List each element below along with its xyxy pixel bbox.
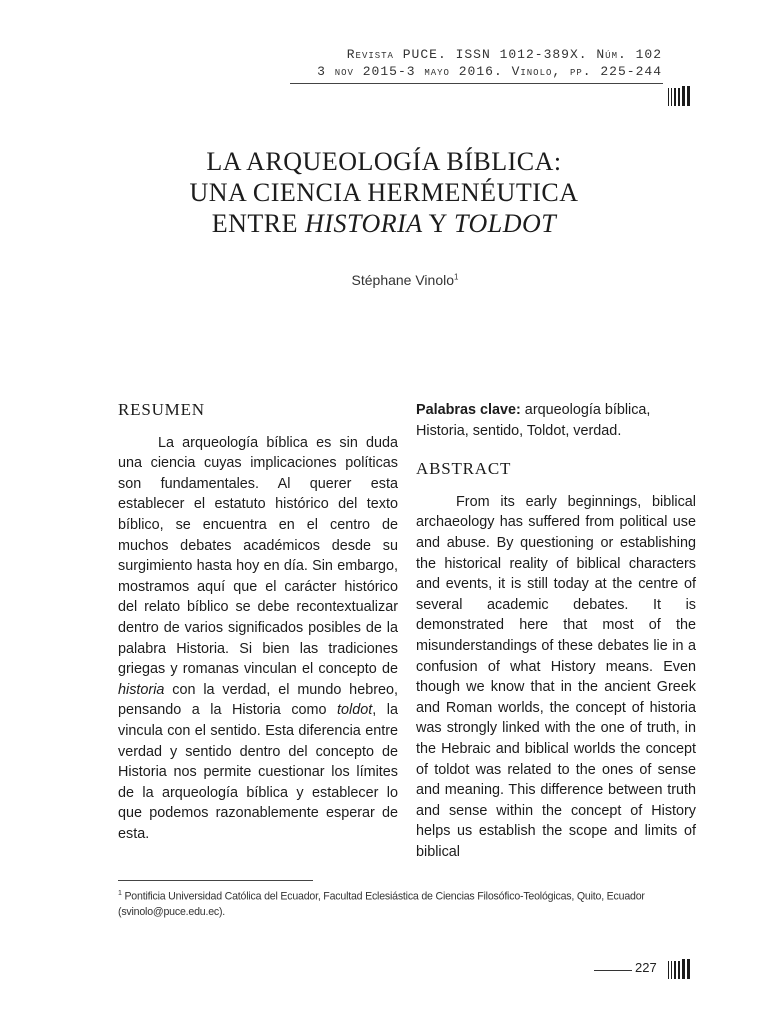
- keywords-label: Palabras clave:: [416, 402, 521, 418]
- page-number: 227: [635, 960, 657, 975]
- header-journal-line: Revista PUCE. ISSN 1012-389X. Núm. 102: [346, 47, 662, 62]
- header-barcode-ornament: [668, 86, 692, 106]
- title-line-1: LA ARQUEOLOGÍA BÍBLICA:: [206, 147, 562, 176]
- resumen-text-2: con la verdad, el mundo hebreo, pensando a la Historia como: [118, 681, 398, 719]
- resumen-column: [118, 400, 398, 844]
- title-historia: HISTORIA: [305, 209, 423, 238]
- footer-barcode-ornament: [668, 959, 692, 979]
- resumen-text-1: La arqueología bíblica es sin duda una ciencia cuyas implicaciones políticas son fundamentales. Al querer esta establecer el estatuto histórico del texto bíblico, se encuentra en el centro de muchos debates académicos desde su surgimiento hasta hoy en día. Sin embargo, mostramos aquí que el carácter histórico del relato bíblico se debe recontextualizar dentro de varios significados posibles de la palabra Historia. Si bien las tradiciones griegas y romanas vinculan el concepto de: [118, 434, 398, 678]
- keywords: [416, 400, 696, 441]
- resumen-paragraph: [118, 433, 398, 845]
- keywords-text: arqueología bíblica, Historia, sentido, Toldot, verdad.: [416, 402, 651, 439]
- abstract-heading: ABSTRACT: [416, 459, 512, 479]
- author-name: Stéphane Vinolo: [351, 272, 455, 288]
- footnote-mark: 1: [118, 890, 122, 897]
- header-rule: [290, 83, 663, 84]
- title-line-2: UNA CIENCIA HERMENÉUTICA: [189, 178, 579, 207]
- running-header: [317, 46, 662, 80]
- abstract-paragraph: From its early beginnings, biblical archaeology has suffered from political use and abuse. By questioning or establishing the historical reality of biblical characters and events, it is still today at the centre of several academic debates. It is demonstrated here that most of the misunderstandings of these debates lie in a confusion of what History means. Even though we know that in the ancient Greek and Roman worlds, the concept of historia was strongly linked with the one of truth, in the Hebraic and biblical worlds the concept of toldot was related to the ones of sense and meaning. This difference between truth and sense within the concept of History helps us establish the scope and limits of biblical: [416, 493, 696, 860]
- title-y: Y: [422, 209, 454, 238]
- author-footnote-mark: 1: [454, 272, 459, 282]
- resumen-heading: RESUMEN: [118, 400, 205, 419]
- title-entre: ENTRE: [211, 209, 306, 238]
- title-line-3: [100, 208, 668, 239]
- header-issue-line: 3 nov 2015-3 mayo 2016. Vinolo, pp. 225-244: [317, 64, 662, 79]
- footnote-rule: [118, 880, 313, 881]
- footnote-text: Pontificia Universidad Católica del Ecuador, Facultad Eclesiástica de Ciencias Filosófico-Teológicas, Quito, Ecuador (svinolo@puce.edu.ec).: [118, 890, 645, 918]
- author-byline: [0, 272, 768, 288]
- page-number-rule: [594, 970, 632, 971]
- title-toldot: TOLDOT: [454, 209, 557, 238]
- footnote: [118, 886, 698, 920]
- article-title: [100, 146, 668, 239]
- resumen-historia: historia: [118, 681, 165, 698]
- resumen-toldot: toldot: [337, 702, 373, 719]
- abstract-column: [416, 400, 696, 862]
- resumen-text-3: , la vincula con el sentido. Esta diferencia entre verdad y sentido dentro del concepto de Historia nos permite cuestionar los límites de la arqueología bíblica y establecer lo que podemos razonablemente esperar de esta.: [118, 702, 398, 842]
